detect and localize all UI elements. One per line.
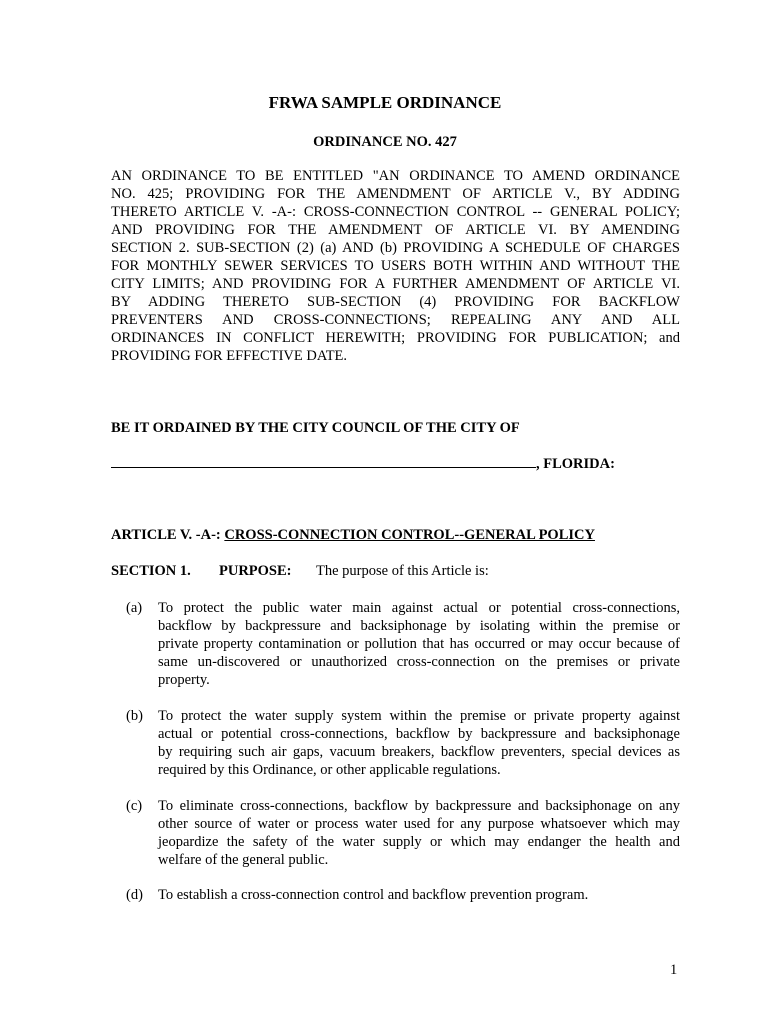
- preamble-line: SECTION 2. SUB-SECTION (2) (a) AND (b) PROVIDING A SCHEDULE OF CHARGES: [111, 240, 680, 256]
- section-intro-text: The purpose of this Article is:: [316, 563, 489, 579]
- ordained-statement: BE IT ORDAINED BY THE CITY COUNCIL OF THE CITY OF: [111, 420, 520, 436]
- preamble-line: AND PROVIDING FOR THE AMENDMENT OF ARTICLE VI. BY AMENDING: [111, 222, 680, 238]
- list-item-text: [158, 599, 680, 689]
- list-item-line: To establish a cross-connection control and backflow prevention program.: [158, 887, 589, 903]
- list-item-line: backflow by backpressure and backsiphonage by isolating within the premise or: [158, 618, 680, 634]
- article-heading: [111, 527, 595, 544]
- preamble-line: FOR MONTHLY SEWER SERVICES TO USERS BOTH WITHIN AND WITHOUT THE: [111, 258, 680, 274]
- list-item-label: (b): [126, 708, 143, 724]
- list-item-line: welfare of the general public.: [158, 852, 329, 868]
- city-name-row: [111, 453, 680, 473]
- florida-label: , FLORIDA:: [536, 456, 615, 472]
- section-heading-label: PURPOSE:: [219, 563, 292, 579]
- section-heading: [111, 563, 489, 580]
- article-prefix: ARTICLE V. -A-:: [111, 527, 225, 543]
- list-item-line: To protect the water supply system within the premise or private property against: [158, 708, 680, 724]
- preamble-line: BY ADDING THERETO SUB-SECTION (4) PROVIDING FOR BACKFLOW: [111, 294, 680, 310]
- ordinance-number: ORDINANCE NO. 427: [313, 134, 457, 150]
- list-item-line: To eliminate cross-connections, backflow by backpressure and backsiphonage on any: [158, 798, 680, 814]
- list-item-label: (d): [126, 887, 143, 903]
- preamble: [111, 167, 680, 365]
- list-item-label: (c): [126, 798, 143, 814]
- preamble-line: THERETO ARTICLE V. -A-: CROSS-CONNECTION CONTROL -- GENERAL POLICY;: [111, 204, 680, 220]
- list-item-line: required by this Ordinance, or other applicable regulations.: [158, 762, 501, 778]
- list-item: [126, 797, 680, 869]
- section-label: SECTION 1.: [111, 563, 191, 579]
- list-item-line: private property contamination or pollution that has occurred or may occur because of: [158, 636, 680, 652]
- document-title: FRWA SAMPLE ORDINANCE: [268, 93, 502, 112]
- preamble-line: PREVENTERS AND CROSS-CONNECTIONS; REPEALING ANY AND ALL: [111, 312, 680, 328]
- list-item-line: other source of water or process water used for any purpose whatsoever which may: [158, 816, 680, 832]
- list-item: [126, 886, 680, 904]
- list-item-text: [158, 707, 680, 779]
- preamble-line: AN ORDINANCE TO BE ENTITLED "AN ORDINANCE TO AMEND ORDINANCE: [111, 168, 680, 184]
- list-item-line: actual or potential cross-connections, backflow by backpressure and backsiphonage: [158, 726, 680, 742]
- article-title: CROSS-CONNECTION CONTROL--GENERAL POLICY: [224, 527, 595, 543]
- preamble-line: ORDINANCES IN CONFLICT HEREWITH; PROVIDING FOR PUBLICATION; and: [111, 330, 680, 346]
- page-number: 1: [670, 962, 678, 978]
- city-name-blank-line: [111, 453, 536, 468]
- list-item-label: (a): [126, 600, 143, 616]
- preamble-line: CITY LIMITS; AND PROVIDING FOR A FURTHER AMENDMENT OF ARTICLE VI.: [111, 276, 680, 292]
- preamble-line: PROVIDING FOR EFFECTIVE DATE.: [111, 348, 348, 364]
- preamble-line: NO. 425; PROVIDING FOR THE AMENDMENT OF ARTICLE V., BY ADDING: [111, 186, 680, 202]
- list-item-line: same un-discovered or unauthorized cross-connection on the premises or private: [158, 654, 680, 670]
- list-item-text: [158, 797, 680, 869]
- list-item-line: jeopardize the safety of the water supply or which may endanger the health and: [158, 834, 680, 850]
- list-item-line: property.: [158, 672, 210, 688]
- list-item-line: To protect the public water main against actual or potential cross-connections,: [158, 600, 680, 616]
- list-item-text: [158, 886, 680, 904]
- list-item: [126, 599, 680, 689]
- list-item: [126, 707, 680, 779]
- list-item-line: by requiring such air gaps, vacuum breakers, backflow preventers, special devices as: [158, 744, 680, 760]
